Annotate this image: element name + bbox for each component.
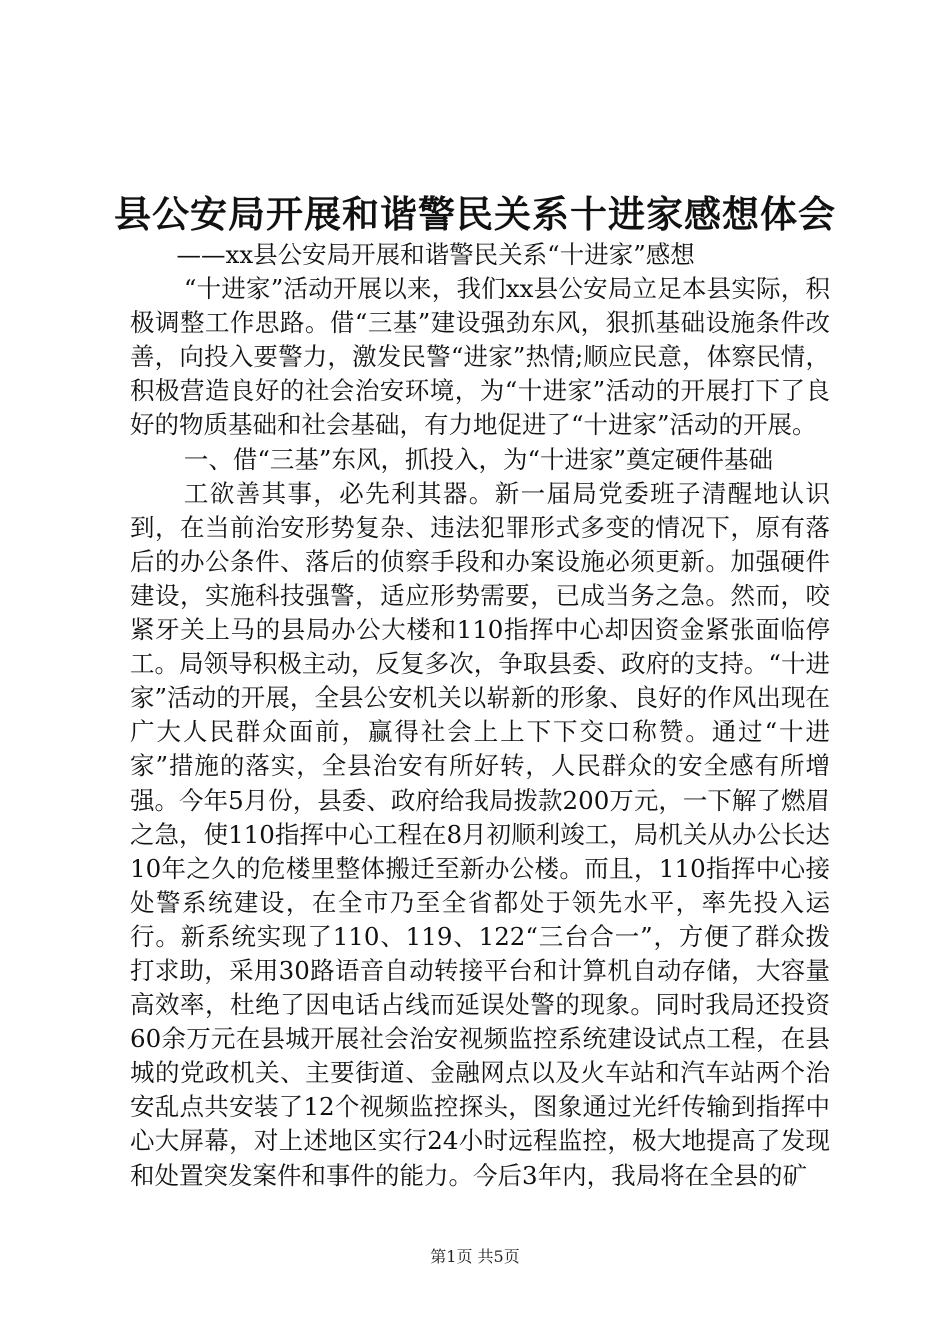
- section-heading-1: 一、借“三基”东风，抓投入，为“十进家”奠定硬件基础: [183, 444, 773, 474]
- paragraph-section-1: 工欲善其事，必先利其器。新一届局党委班子清醒地认识到，在当前治安形势复杂、违法犯罪形式多变的情况下，原有落后的办公条件、落后的侦察手段和办案设施必须更新。加强硬件建设，实施科技强警，适应形势需要，已成当务之急。然而，咬紧牙关上马的县局办公大楼和110指挥中心却因资金紧张面临停工。局领导积极主动，反复多次，争取县委、政府的支持。“十进家”活动的开展，全县公安机关以崭新的形象、良好的作风出现在广大人民群众面前，赢得社会上上下下交口称赞。通过“十进家”措施的落实，全县治安有所好转，人民群众的安全感有所增强。今年5月份，县委、政府给我局拨款200万元，一下解了燃眉之急，使110指挥中心工程在8月初顺利竣工，局机关从办公长达10年之久的危楼里整体搬迁至新办公楼。而且，110指挥中心接处警系统建设，在全市乃至全省都处于领先水平，率先投入运行。新系统实现了110、119、122“三台合一”，方便了群众拨打求助，采用30路语音自动转接平台和计算机自动存储，大容量高效率，杜绝了因电话占线而延误处警的现象。同时我局还投资60余万元在县城开展社会治安视频监控系统建设试点工程，在县城的党政机关、主要街道、金融网点以及火车站和汽车站两个治安乱点共安装了12个视频监控探头，图象通过光纤传输到指挥中心大屏幕，对上述地区实行24小时远程监控，极大地提高了发现和处置突发案件和事件的能力。今后3年内，我局将在全县的矿: [130, 478, 830, 1190]
- document-subtitle: ——xx县公安局开展和谐警民关系“十进家”感想: [176, 240, 695, 269]
- page-footer: 第1页 共5页: [430, 1247, 520, 1266]
- document-title: 县公安局开展和谐警民关系十进家感想体会: [114, 192, 836, 236]
- paragraph-intro: “十进家”活动开展以来，我们xx县公安局立足本县实际，积极调整工作思路。借“三基”建设强劲东风，狠抓基础设施条件改善，向投入要警力，激发民警“进家”热情;顺应民意，体察民情，积极营造良好的社会治安环境，为“十进家”活动的开展打下了良好的物质基础和社会基础，有力地促进了“十进家”活动的开展。: [130, 274, 830, 440]
- document-body: [130, 238, 830, 1193]
